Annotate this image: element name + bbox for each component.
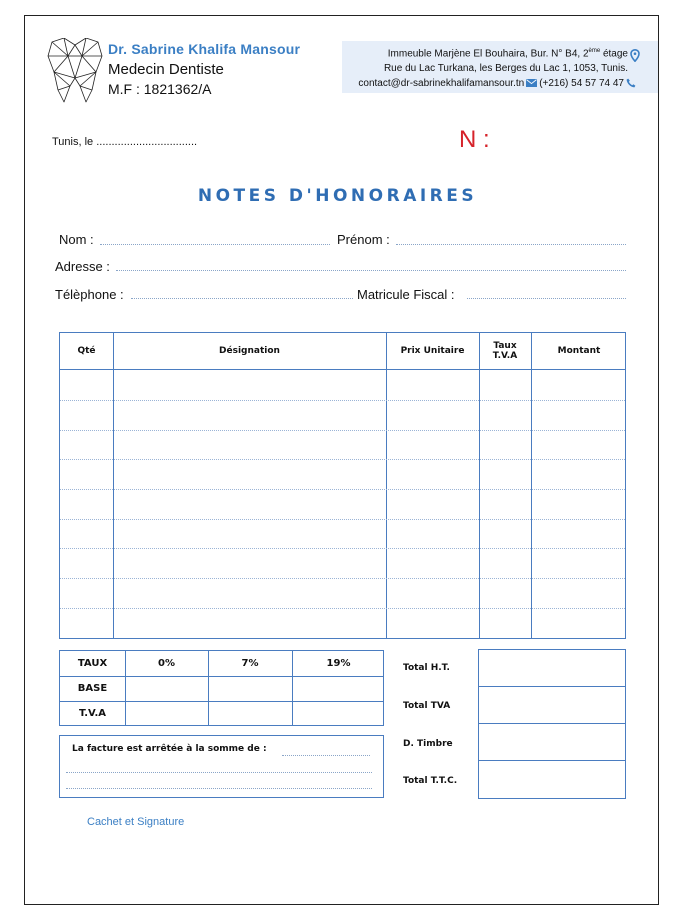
- column-header-prix: Prix Unitaire: [400, 346, 465, 356]
- total-ht-label: Total H.T.: [403, 663, 450, 673]
- field-label-matricule: Matricule Fiscal :: [357, 287, 455, 302]
- contact-line: [358, 78, 636, 89]
- contact-box: [342, 41, 658, 93]
- tax-row-label-tva: T.V.A: [78, 708, 107, 719]
- totals-box: [478, 649, 626, 799]
- items-table: [59, 332, 626, 639]
- phone-text: (+216) 54 57 74 47: [539, 78, 624, 89]
- column-header-qte: Qté: [77, 346, 96, 356]
- table-row[interactable]: [60, 400, 625, 401]
- field-label-prenom: Prénom :: [337, 232, 390, 247]
- taux-label: Taux: [493, 341, 517, 351]
- amount-box: [59, 735, 384, 798]
- field-label-telephone: Télèphone :: [55, 287, 124, 302]
- field-adresse[interactable]: [116, 270, 626, 271]
- address-text: Immeuble Marjène El Bouhaira, Bur. N° B4, 2: [387, 48, 589, 60]
- amount-field[interactable]: [282, 755, 370, 756]
- column-divider: [113, 333, 114, 638]
- table-row[interactable]: [60, 489, 625, 490]
- column-divider: [479, 333, 480, 638]
- invoice-number-label: N :: [459, 126, 490, 153]
- doctor-name: Dr. Sabrine Khalifa Mansour: [108, 41, 301, 57]
- total-ttc-label: Total T.T.C.: [403, 776, 458, 786]
- amount-label: La facture est arrêtée à la somme de :: [72, 744, 267, 754]
- tax-table: [59, 650, 384, 726]
- tax-rate-0: 0%: [158, 658, 175, 669]
- stamp-signature-label: Cachet et Signature: [87, 816, 185, 828]
- place-date: Tunis, le .................................: [52, 136, 198, 148]
- phone-icon: [626, 78, 636, 88]
- table-row[interactable]: [60, 459, 625, 460]
- tax-rate-19: 19%: [326, 658, 351, 669]
- table-row[interactable]: [60, 548, 625, 549]
- address-line-1: [388, 48, 628, 59]
- doctor-specialty: Medecin Dentiste: [108, 61, 224, 78]
- column-header-taux: [479, 333, 531, 369]
- floor-word: étage: [600, 48, 628, 60]
- address-line-2: Rue du Lac Turkana, les Berges du Lac 1, 1053, Tunis.: [383, 63, 628, 74]
- field-prenom[interactable]: [396, 244, 626, 245]
- field-label-nom: Nom :: [59, 232, 94, 247]
- tooth-logo-icon: [46, 38, 104, 104]
- floor-superscript: ème: [588, 48, 601, 54]
- field-nom[interactable]: [100, 244, 330, 245]
- tax-rate-7: 7%: [241, 658, 259, 669]
- timbre-label: D. Timbre: [403, 739, 453, 749]
- row-divider: [479, 686, 625, 687]
- row-divider: [479, 723, 625, 724]
- table-row[interactable]: [60, 608, 625, 609]
- field-telephone[interactable]: [131, 298, 353, 299]
- table-row[interactable]: [60, 519, 625, 520]
- tax-row-label-taux: TAUX: [77, 658, 108, 669]
- email-text: contact@dr-sabrinekhalifamansour.tn: [358, 78, 525, 89]
- column-header-designation: Désignation: [219, 346, 280, 356]
- column-divider: [386, 333, 387, 638]
- column-header-montant: Montant: [557, 346, 601, 356]
- row-divider: [479, 760, 625, 761]
- amount-field-line-3[interactable]: [66, 788, 372, 789]
- field-label-adresse: Adresse :: [55, 259, 110, 274]
- table-row[interactable]: [60, 430, 625, 431]
- tax-row-label-base: BASE: [77, 683, 108, 694]
- header-divider: [60, 369, 625, 370]
- mail-icon: [526, 79, 537, 87]
- total-tva-label: Total TVA: [403, 701, 451, 711]
- fiscal-number: M.F : 1821362/A: [108, 81, 212, 97]
- amount-field-line-2[interactable]: [66, 772, 372, 773]
- column-divider: [531, 333, 532, 638]
- tva-label: T.V.A: [492, 351, 518, 361]
- field-matricule[interactable]: [467, 298, 626, 299]
- page-title: NOTES D'HONORAIRES: [197, 186, 478, 206]
- table-row[interactable]: [60, 578, 625, 579]
- location-pin-icon: [630, 49, 640, 62]
